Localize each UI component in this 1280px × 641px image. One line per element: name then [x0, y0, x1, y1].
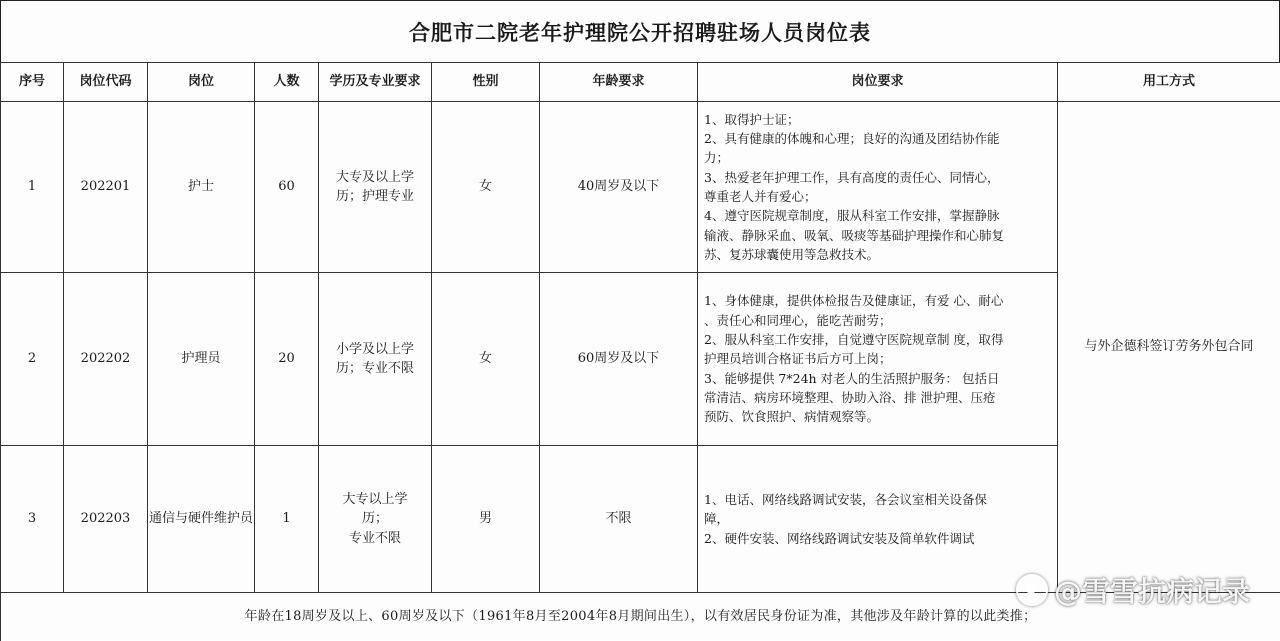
- requirement-line: 苏、复苏球囊使用等急救技术。: [704, 245, 1051, 264]
- row-requirements: [698, 102, 1058, 273]
- education-line: 大专及以上学: [331, 168, 419, 188]
- requirement-line: 2、服从科室工作安排，自觉遵守医院规章制 度，取得: [704, 330, 1051, 349]
- row-gender: 女: [432, 273, 540, 446]
- row-index: 2: [1, 273, 64, 446]
- row-count: 60: [255, 102, 319, 273]
- education-line: 大专以上学历；: [331, 490, 419, 529]
- requirement-line: 2、具有健康的体魄和心理；良好的沟通及团结协作能: [704, 129, 1051, 148]
- requirement-line: 预防、饮食照护、病情观察等。: [704, 407, 1051, 426]
- table-row: [1, 102, 1280, 273]
- footer-note: 年龄在18周岁及以上、60周岁及以下（1961年8月至2004年8月期间出生），以有效居民身份证为准，其他涉及年龄计算的以此类推；: [1, 593, 1280, 641]
- requirement-line: 尊重老人并有爱心；: [704, 187, 1051, 206]
- row-education: [319, 446, 432, 593]
- position-table: [0, 62, 1280, 641]
- row-code: 202203: [64, 446, 148, 593]
- requirement-line: 4、遵守医院规章制度，服从科室工作安排，掌握静脉: [704, 206, 1051, 225]
- requirement-line: 1、身体健康，提供体检报告及健康证，有爱 心、耐心: [704, 291, 1051, 310]
- row-post: 护士: [148, 102, 255, 273]
- header-code: 岗位代码: [64, 63, 148, 102]
- requirement-line: 1、电话、网络线路调试安装，各会议室相关设备保: [704, 490, 1051, 509]
- education-line: 专业不限: [331, 529, 419, 549]
- row-education: [319, 273, 432, 446]
- row-code: 202202: [64, 273, 148, 446]
- requirement-line: 3、能够提供 7*24h 对老人的生活照护服务： 包括日: [704, 369, 1051, 388]
- requirement-line: 力；: [704, 148, 1051, 167]
- requirement-line: 2、硬件安装、网络线路调试安装及简单软件调试: [704, 529, 1051, 548]
- page-title: 合肥市二院老年护理院公开招聘驻场人员岗位表: [0, 0, 1280, 63]
- requirement-line: 3、热爱老年护理工作，具有高度的责任心、同情心，: [704, 168, 1051, 187]
- header-education: 学历及专业要求: [319, 63, 432, 102]
- education-line: 历；护理专业: [331, 187, 419, 207]
- header-post: 岗位: [148, 63, 255, 102]
- row-age: 60周岁及以下: [540, 273, 698, 446]
- row-count: 1: [255, 446, 319, 593]
- row-gender: 男: [432, 446, 540, 593]
- header-requirements: 岗位要求: [698, 63, 1058, 102]
- header-employment: 用工方式: [1058, 63, 1280, 102]
- row-post: 护理员: [148, 273, 255, 446]
- education-line: 历；专业不限: [331, 359, 419, 379]
- row-count: 20: [255, 273, 319, 446]
- header-age: 年龄要求: [540, 63, 698, 102]
- requirement-line: 、责任心和同理心，能吃苦耐劳；: [704, 311, 1051, 330]
- row-requirements: [698, 446, 1058, 593]
- row-age: 40周岁及以下: [540, 102, 698, 273]
- requirement-line: 1、取得护士证；: [704, 110, 1051, 129]
- employment-mode: 与外企德科签订劳务外包合同: [1058, 102, 1280, 593]
- row-index: 3: [1, 446, 64, 593]
- row-index: 1: [1, 102, 64, 273]
- requirement-line: 障，: [704, 509, 1051, 528]
- watermark-text: @雪雪抗病记录: [1054, 570, 1250, 610]
- row-code: 202201: [64, 102, 148, 273]
- table-header-row: [1, 63, 1280, 102]
- row-post: 通信与硬件维护员: [148, 446, 255, 593]
- row-requirements: [698, 273, 1058, 446]
- footer-row: [1, 593, 1280, 641]
- header-count: 人数: [255, 63, 319, 102]
- requirement-line: 护理员培训合格证书后方可上岗；: [704, 349, 1051, 368]
- header-index: 序号: [1, 63, 64, 102]
- education-line: 小学及以上学: [331, 340, 419, 360]
- row-gender: 女: [432, 102, 540, 273]
- row-age: 不限: [540, 446, 698, 593]
- row-education: [319, 102, 432, 273]
- header-gender: 性别: [432, 63, 540, 102]
- requirement-line: 常清洁、病房环境整理、协助入浴、排 泄护理、压疮: [704, 388, 1051, 407]
- requirement-line: 输液、静脉采血、吸氧、吸痰等基础护理操作和心肺复: [704, 226, 1051, 245]
